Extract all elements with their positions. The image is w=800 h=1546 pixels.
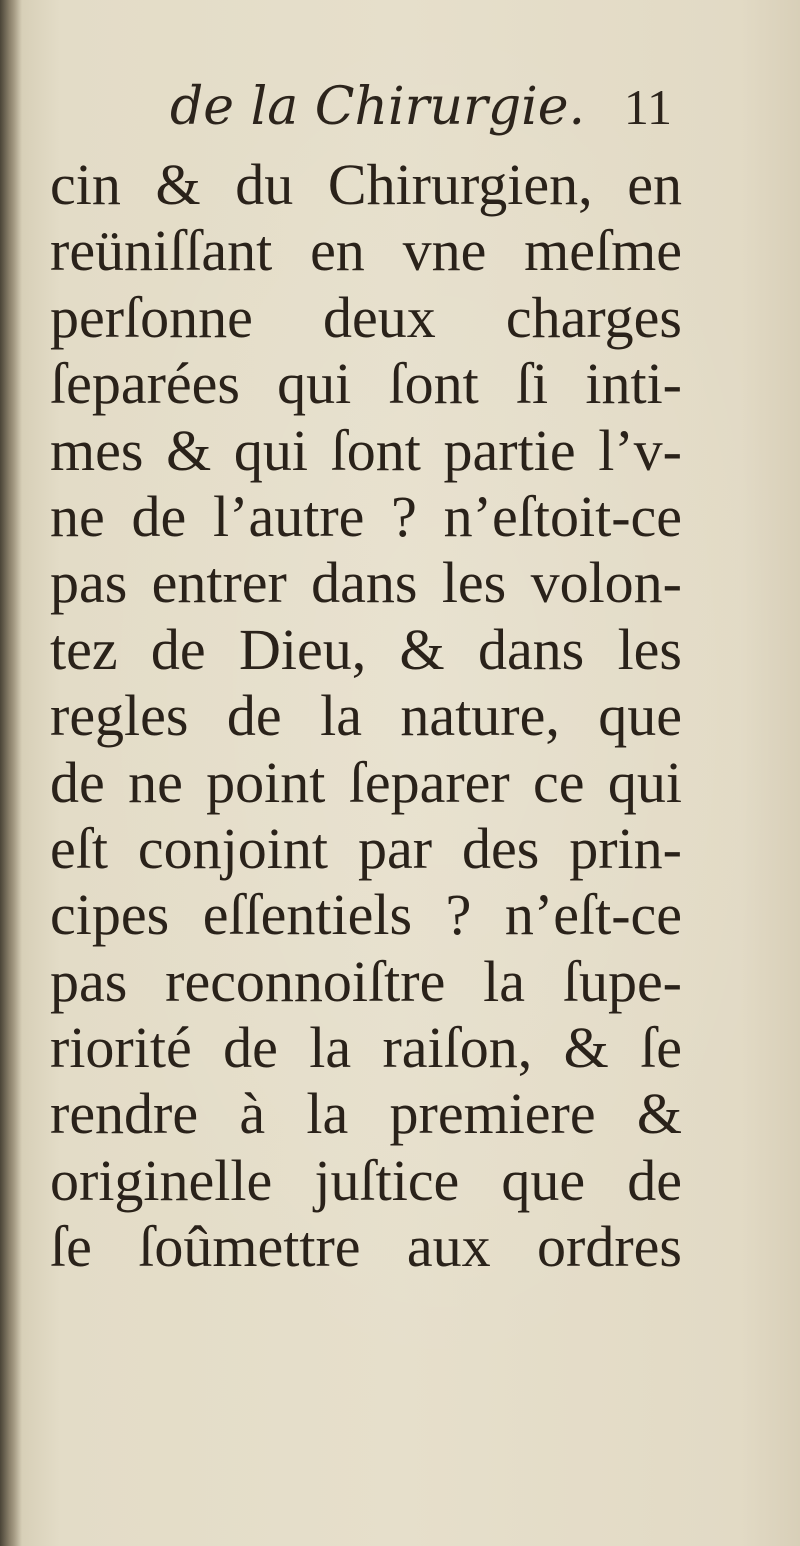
text-line: ſe ſoûmettre aux ordres	[50, 1214, 682, 1280]
text-line: ſeparées qui ſont ſi inti-	[50, 351, 682, 417]
text-line: pas entrer dans les volon-	[50, 550, 682, 616]
text-line: de ne point ſeparer ce qui	[50, 749, 682, 815]
page-number: 11	[623, 79, 672, 135]
text-line: mes & qui ſont partie l’v-	[50, 417, 682, 483]
body-text	[50, 152, 682, 1281]
text-line: ne de l’autre ? n’eſtoit-ce	[50, 483, 682, 549]
text-line: reüniſſant en vne meſme	[50, 218, 682, 284]
text-line: riorité de la raiſon, & ſe	[50, 1015, 682, 1081]
text-line: originelle juſtice que de	[50, 1147, 682, 1213]
text-line: regles de la nature, que	[50, 683, 682, 749]
text-line: eſt conjoint par des prin-	[50, 815, 682, 881]
text-line: cin & du Chirurgien, en	[50, 152, 682, 217]
page-header	[52, 72, 682, 142]
text-line: pas reconnoiſtre la ſupe-	[50, 948, 682, 1014]
text-line: cipes eſſentiels ? n’eſt-ce	[50, 882, 682, 948]
text-line: rendre à la premiere &	[50, 1081, 682, 1147]
text-line: tez de Dieu, & dans les	[50, 616, 682, 682]
text-line: perſonne deux charges	[50, 284, 682, 350]
page-gutter-shadow	[0, 0, 22, 1546]
running-title: de la Chirurgie.	[170, 77, 586, 137]
